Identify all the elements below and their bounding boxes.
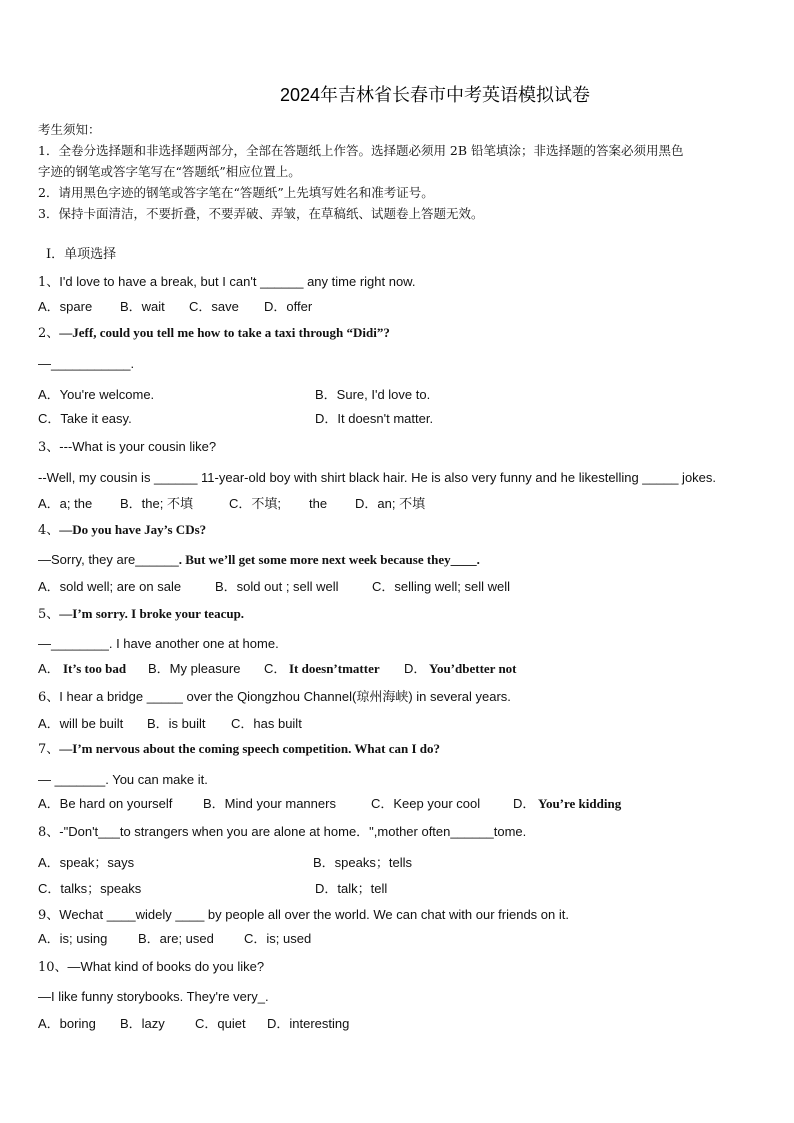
notice-line: 3．保持卡面清洁，不要折叠，不要弄破、弄皱，在草稿纸、试题卷上答题无效。 (38, 206, 484, 221)
question-number: 4、 (38, 523, 60, 538)
question-number: 5、 (38, 607, 60, 622)
option-c[interactable]: C．save (189, 299, 239, 314)
question-stem: Wechat ____widely ____ by people all over the world. We can chat with our friends on it. (59, 907, 569, 922)
answer-line: —________. I have another one at home. (38, 636, 279, 651)
option-c[interactable]: C．is; used (244, 931, 312, 946)
option-b[interactable]: B．Mind your manners (203, 796, 336, 811)
option-b[interactable]: B．is built (147, 716, 206, 731)
option-c[interactable]: It doesn’tmatter (289, 661, 380, 676)
options-2 (38, 387, 758, 427)
option-a[interactable]: A．will be built (38, 716, 124, 731)
question-number: 9、 (38, 908, 60, 923)
question-stem: —I’m sorry. I broke your teacup. (59, 606, 245, 621)
option-d[interactable]: D．interesting (267, 1016, 350, 1031)
option-a[interactable]: A．is; using (38, 931, 108, 946)
question-8 (38, 824, 526, 841)
option-d[interactable]: D．It doesn't matter. (315, 411, 434, 426)
options-9 (38, 931, 758, 947)
question-1 (38, 274, 415, 291)
section-heading: Ⅰ．单项选择 (46, 247, 117, 262)
option-a[interactable]: A．sold well; are on sale (38, 579, 182, 594)
answer-blank: —___________. (38, 356, 135, 371)
question-10 (38, 959, 264, 976)
option-a[interactable]: A．You're welcome. (38, 387, 155, 402)
answer-line: — _______. You can make it. (38, 772, 208, 787)
option-a[interactable]: A．boring (38, 1016, 96, 1031)
options-4 (38, 579, 758, 595)
options-8 (38, 855, 758, 895)
option-d[interactable]: D．offer (264, 299, 313, 314)
question-stem: ---What is your cousin like? (59, 439, 217, 454)
notice-heading: 考生须知： (38, 122, 101, 137)
question-stem: —What kind of books do you like? (67, 959, 265, 974)
option-d-letter[interactable]: D． (513, 796, 536, 811)
option-a[interactable]: A．a; the (38, 496, 93, 511)
option-c[interactable]: C．Take it easy. (38, 411, 132, 426)
question-number: 8、 (38, 825, 60, 840)
option-b[interactable]: B．My pleasure (148, 661, 241, 676)
notice-line: 1．全卷分选择题和非选择题两部分，全部在答题纸上作答。选择题必须用 2B 铅笔填涂；非选择题的答案必须用黑色 (38, 143, 684, 158)
option-a[interactable]: A．spare (38, 299, 93, 314)
option-a[interactable]: A．Be hard on yourself (38, 796, 173, 811)
options-10 (38, 1016, 758, 1032)
option-a[interactable]: It’s too bad (63, 661, 127, 676)
question-5 (38, 606, 244, 623)
answer-line: —I like funny storybooks. They're very_. (38, 989, 269, 1004)
question-3 (38, 439, 216, 456)
options-5 (38, 661, 758, 677)
option-d[interactable]: You’dbetter not (429, 661, 517, 676)
question-4 (38, 522, 206, 539)
option-b[interactable]: B．the; 不填 (120, 496, 193, 511)
question-number: 3、 (38, 440, 60, 455)
options-3 (38, 496, 758, 512)
question-dialogue (38, 552, 480, 568)
option-c[interactable]: C．has built (231, 716, 302, 731)
dialogue-start: —Sorry, they are (38, 552, 136, 567)
option-b[interactable]: B．are; used (138, 931, 214, 946)
options-7 (38, 796, 758, 812)
question-stem: —I’m nervous about the coming speech competition. What can I do? (59, 741, 441, 756)
question-number: 2、 (38, 326, 60, 341)
options-1 (38, 299, 758, 315)
option-b[interactable]: B．wait (120, 299, 165, 314)
option-c[interactable]: C．quiet (195, 1016, 246, 1031)
notice-line: 字迹的钢笔或答字笔写在“答题纸”相应位置上。 (38, 164, 301, 179)
question-dialogue: --Well, my cousin is ______ 11-year-old boy with shirt black hair. He is also very funny and he likestelling _____ jokes. (38, 470, 717, 485)
option-c[interactable]: C．talks；speaks (38, 881, 142, 896)
option-c[interactable]: C．不填; (229, 496, 282, 511)
question-stem: -"Don't___to strangers when you are alone at home．",mother often______tome. (59, 824, 527, 839)
question-number: 7、 (38, 742, 60, 757)
option-d[interactable]: D．an; 不填 (355, 496, 426, 511)
option-d[interactable]: You’re kidding (538, 796, 622, 811)
option-c-continued: the (309, 496, 328, 511)
question-number: 1、 (38, 275, 60, 290)
question-stem: —Do you have Jay’s CDs? (59, 522, 207, 537)
question-2 (38, 325, 390, 342)
option-d-letter[interactable]: D． (404, 661, 427, 676)
option-b[interactable]: B．Sure, I'd love to. (315, 387, 431, 402)
dialogue-end: . But we’ll get some more next week because they____. (178, 552, 480, 567)
option-b[interactable]: B．speaks；tells (313, 855, 412, 870)
notice-line: 2．请用黑色字迹的钢笔或答字笔在“答题纸”上先填写姓名和准考证号。 (38, 185, 434, 200)
question-number: 10、 (38, 960, 68, 975)
option-a[interactable]: A．speak；says (38, 855, 135, 870)
option-b[interactable]: B．lazy (120, 1016, 165, 1031)
question-6 (38, 689, 511, 706)
question-stem: I'd love to have a break, but I can't ______ any time right now. (59, 274, 416, 289)
option-b[interactable]: B．sold out ; sell well (215, 579, 339, 594)
option-c[interactable]: C．Keep your cool (371, 796, 481, 811)
page-title: 2024年吉林省长春市中考英语模拟试卷 (280, 85, 591, 105)
option-c[interactable]: C．selling well; sell well (372, 579, 510, 594)
question-7 (38, 741, 440, 758)
option-d[interactable]: D．talk；tell (315, 881, 388, 896)
question-9 (38, 907, 569, 924)
question-number: 6、 (38, 690, 60, 705)
question-stem: —Jeff, could you tell me how to take a taxi through “Didi”? (59, 325, 390, 340)
blank: ______ (135, 552, 179, 567)
options-6 (38, 716, 758, 732)
question-stem: I hear a bridge _____ over the Qiongzhou Channel(琼州海峡) in several years. (59, 689, 511, 704)
option-c-letter[interactable]: C． (264, 661, 287, 676)
option-a-letter[interactable]: A． (38, 661, 60, 676)
